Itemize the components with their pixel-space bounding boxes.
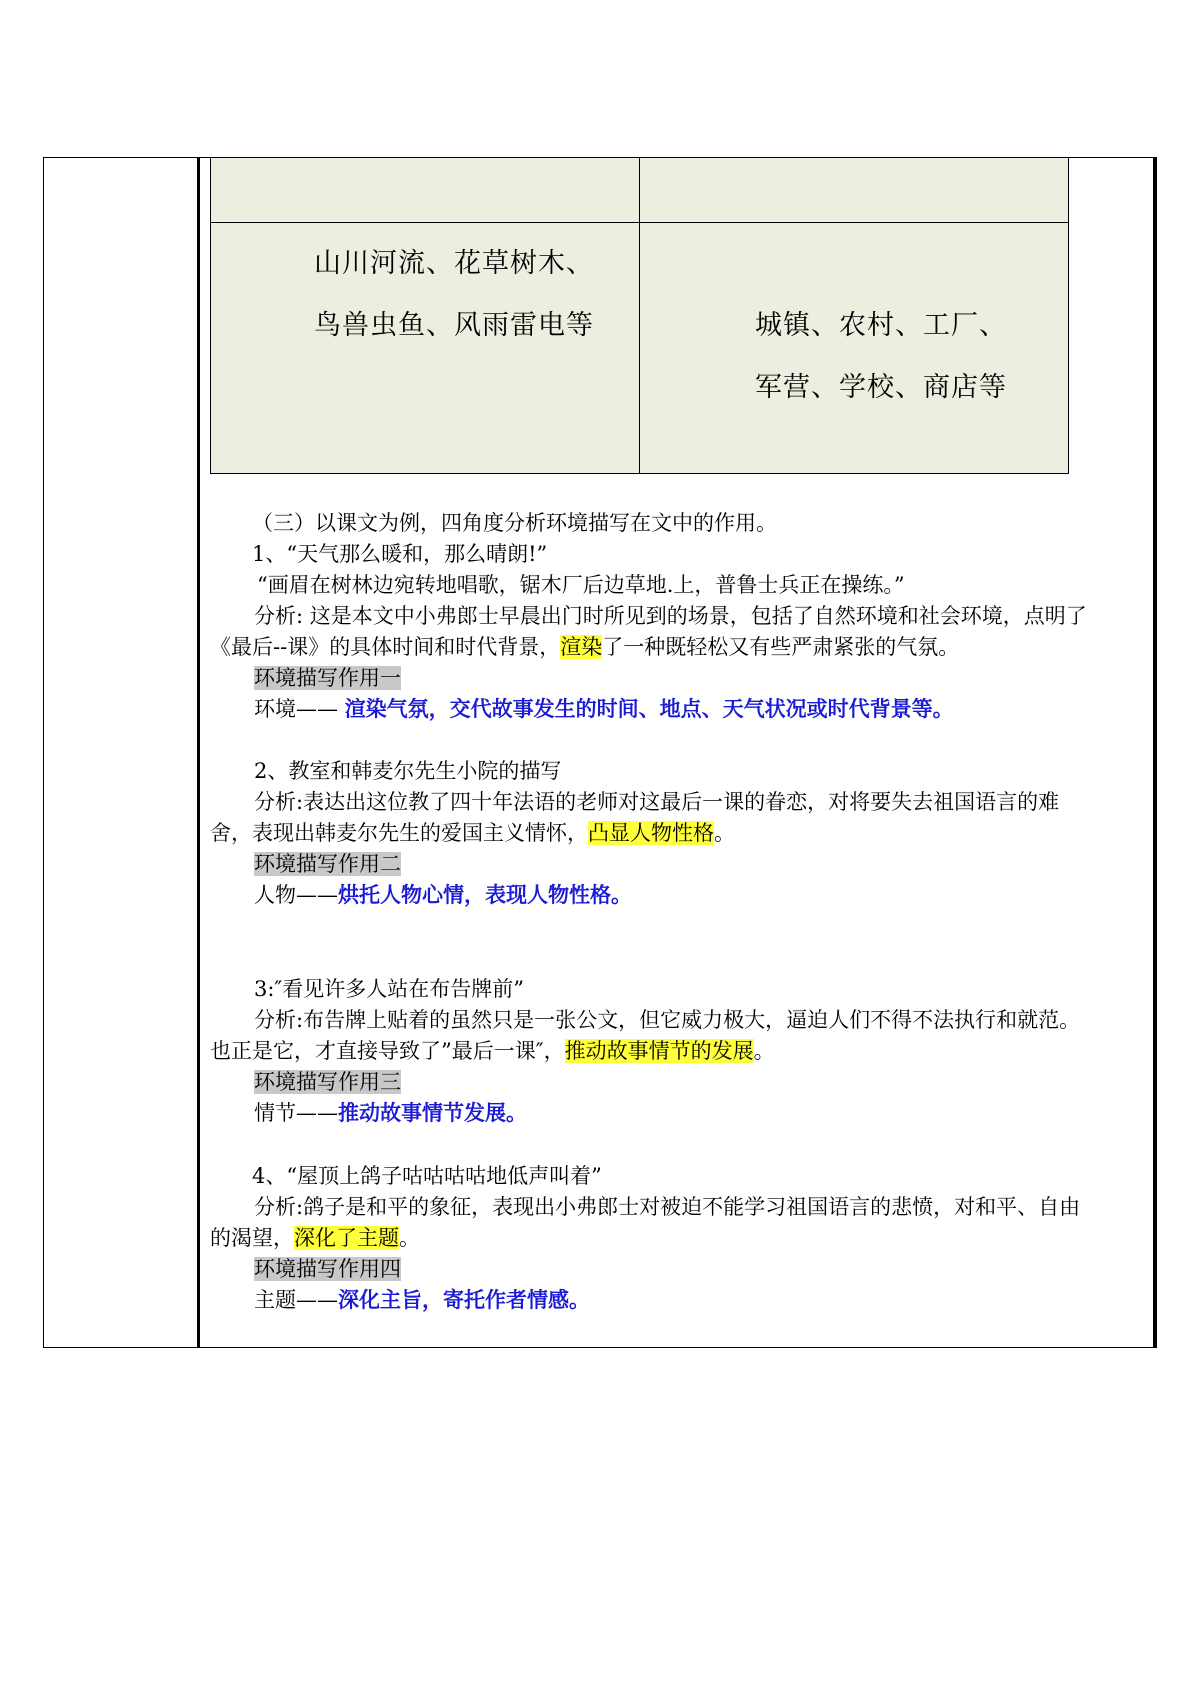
item-2-summary: 人物——烘托人物心情，表现人物性格。 [254,882,632,907]
item-3-highlight: 推动故事情节的发展 [564,1039,754,1063]
item-1-function-label: 环境描写作用一 [254,666,401,690]
outer-right-border [1153,157,1156,1348]
social-environment-line-1: 城镇、农村、工厂、 [755,310,1007,341]
natural-environment-line-2: 鸟兽虫鱼、风雨雷电等 [314,310,594,341]
item-1-heading: 1、“天气那么暖和，那么晴朗!” [252,542,548,566]
outer-column-divider [197,157,200,1348]
item-1-analysis-line-2: 《最后--课》的具体时间和时代背景，渲染了一种既轻松又有些严肃紧张的气氛。 [210,635,960,659]
item-3-heading: 3:″看见许多人站在布告牌前” [254,977,525,1001]
item-3-analysis-line-1: 分析:布告牌上贴着的虽然只是一张公文，但它威力极大，逼迫人们不得不法执行和就范。 [254,1008,1081,1032]
item-4-summary: 主题——深化主旨，寄托作者情感。 [254,1287,590,1312]
natural-environment-line-1: 山川河流、花草树木、 [314,248,594,279]
social-environment-line-2: 军营、学校、商店等 [755,372,1007,403]
item-4-heading: 4、“屋顶上鸽子咕咕咕咕地低声叫着” [252,1164,602,1188]
item-1-summary: 环境—— 渲染气氛，交代故事发生的时间、地点、天气状况或时代背景等。 [254,696,954,721]
item-2-analysis-line-1: 分析:表达出这位教了四十年法语的老师对这最后一课的眷恋，对将要失去祖国语言的难 [254,790,1060,814]
item-4-analysis-line-1: 分析:鸽子是和平的象征，表现出小弗郎士对被迫不能学习祖国语言的悲愤，对和平、自由 [254,1195,1081,1219]
item-1-quote: “画眉在树林边宛转地唱歌，锯木厂后边草地.上，普鲁士兵正在操练。” [257,573,905,597]
item-2-highlight: 凸显人物性格 [588,821,714,845]
item-4-highlight: 深化了主题 [294,1226,399,1250]
item-1-analysis-line-1: 分析: 这是本文中小弗郎士早晨出门时所见到的场景，包括了自然环境和社会环境，点明了 [254,604,1087,628]
item-3-function-label: 环境描写作用三 [254,1070,401,1094]
item-3-summary: 情节——推动故事情节发展。 [254,1100,527,1125]
item-2-heading: 2、教室和韩麦尔先生小院的描写 [254,759,562,783]
section-title: （三）以课文为例，四角度分析环境描写在文中的作用。 [252,511,777,535]
item-1-highlight: 渲染 [560,635,603,659]
inner-table-column-divider [639,157,640,474]
item-3-analysis-line-2: 也正是它，才直接导致了”最后一课″，推动故事情节的发展。 [210,1039,775,1063]
item-4-function-label: 环境描写作用四 [254,1257,401,1281]
item-2-analysis-line-2: 舍，表现出韩麦尔先生的爱国主义情怀，凸显人物性格。 [210,821,735,845]
item-4-analysis-line-2: 的渴望，深化了主题。 [210,1226,420,1250]
item-2-function-label: 环境描写作用二 [254,852,401,876]
